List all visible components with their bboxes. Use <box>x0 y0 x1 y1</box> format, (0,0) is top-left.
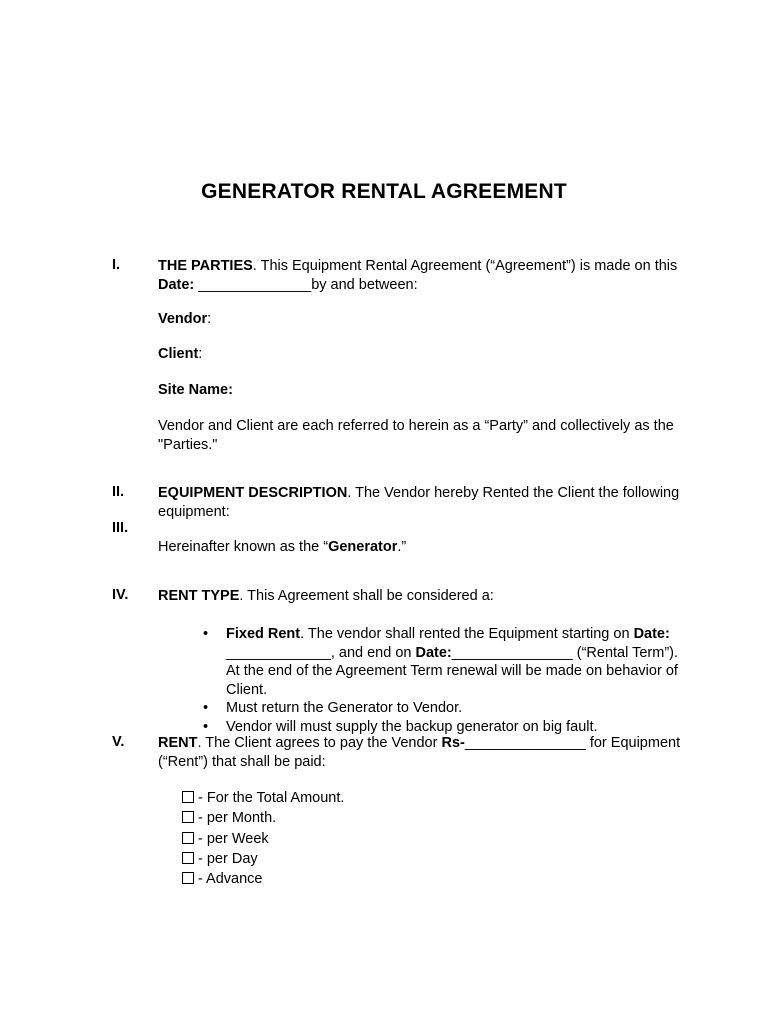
payment-option-week[interactable] <box>182 829 344 849</box>
fixed-rent-date-label-2: Date: <box>415 644 452 661</box>
section-5-text-1: . The Client agrees to pay the Vendor <box>197 735 442 751</box>
client-label: Client <box>158 346 199 362</box>
section-2-text: . The Vendor hereby Rented the Client the following equipment: <box>158 485 680 520</box>
section-1-paragraph <box>158 257 688 294</box>
section-5-paragraph <box>158 734 688 771</box>
checkbox-icon[interactable] <box>182 811 194 823</box>
list-item <box>158 625 688 699</box>
site-name-label: Site Name: <box>158 382 233 398</box>
checkbox-icon[interactable] <box>182 852 194 864</box>
section-1-heading: THE PARTIES <box>158 258 253 274</box>
section-2-heading: EQUIPMENT DESCRIPTION <box>158 485 348 501</box>
section-1-text-1: . This Equipment Rental Agreement (“Agreement”) is made on this <box>252 258 678 274</box>
return-generator-text: Must return the Generator to Vendor. <box>226 700 463 716</box>
section-5-number: V. <box>112 734 125 750</box>
vendor-label: Vendor <box>158 311 208 327</box>
vendor-colon: : <box>207 311 212 327</box>
site-name-line <box>158 381 688 400</box>
rent-type-list <box>158 625 688 736</box>
option-label: - per Week <box>198 830 269 847</box>
bullet-icon: • <box>203 626 209 642</box>
fixed-rent-text-2: _____________, and end on <box>226 644 416 661</box>
parties-paragraph: Vendor and Client are each referred to herein as a “Party” and collectively as the "Parties." <box>158 418 674 453</box>
section-1-number: I. <box>112 257 121 273</box>
section-4-text: . This Agreement shall be considered a: <box>239 588 494 604</box>
backup-generator-text: Vendor will must supply the backup generator on big fault. <box>226 718 598 735</box>
checkbox-icon[interactable] <box>182 832 194 844</box>
checkbox-icon[interactable] <box>182 791 194 803</box>
section-4-number: IV. <box>112 587 129 603</box>
section-3-text-1: Hereinafter known as the “ <box>158 539 329 555</box>
checkbox-icon[interactable] <box>182 872 194 884</box>
option-label: - For the Total Amount. <box>198 790 345 806</box>
section-3-text-2: .” <box>397 539 407 555</box>
payment-options-list <box>182 788 344 889</box>
section-1-text-2: ______________by and between: <box>194 276 418 293</box>
section-4-heading: RENT TYPE <box>158 588 240 604</box>
client-colon: : <box>198 346 203 362</box>
fixed-rent-label: Fixed Rent <box>226 626 301 642</box>
option-label: - Advance <box>198 871 263 888</box>
document-title: GENERATOR RENTAL AGREEMENT <box>201 180 567 203</box>
fixed-rent-text-3: _______________ (“Rental Term”). At the end of the Agreement Term renewal will be made on behavior of Client. <box>226 644 679 698</box>
bullet-icon: • <box>203 700 209 716</box>
section-3-number: III. <box>112 520 129 536</box>
section-1-date-label: Date: <box>158 276 195 293</box>
list-item <box>158 699 688 718</box>
fixed-rent-date-label-1: Date: <box>633 626 670 642</box>
payment-option-month[interactable] <box>182 808 344 828</box>
payment-option-total[interactable] <box>182 788 344 808</box>
client-line <box>158 345 688 364</box>
option-label: - per Day <box>198 850 258 867</box>
rs-label: Rs- <box>441 735 465 751</box>
option-label: - per Month. <box>198 810 277 827</box>
vendor-line <box>158 310 688 329</box>
generator-term: Generator <box>328 539 398 555</box>
fixed-rent-text-1: . The vendor shall rented the Equipment starting on <box>300 626 634 642</box>
section-3-paragraph <box>158 538 688 557</box>
section-2-paragraph <box>158 484 688 521</box>
bullet-icon: • <box>203 718 209 735</box>
section-5-heading: RENT <box>158 735 198 751</box>
payment-option-advance[interactable] <box>182 869 344 889</box>
section-5-text-2: _______________ for Equipment (“Rent”) that shall be paid: <box>158 735 681 770</box>
section-2-number: II. <box>112 484 125 500</box>
payment-option-day[interactable] <box>182 849 344 869</box>
section-4-paragraph <box>158 587 688 606</box>
